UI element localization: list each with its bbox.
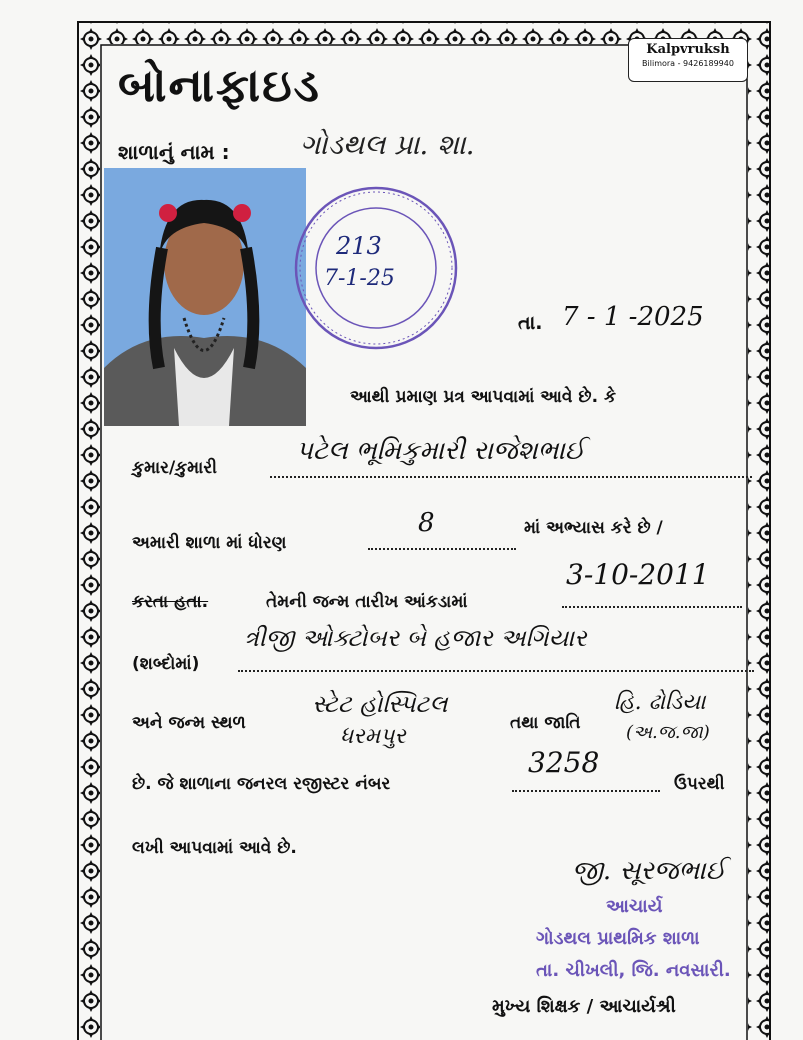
student-name: પટેલ ભૂમિકુમારી રાજેશભાઈ (296, 436, 585, 466)
brand-sub: Bilimora - 9426189940 (642, 59, 734, 68)
date-label: તા. (518, 312, 543, 334)
standard-suffix: માં અભ્યાસ કરે છે / (524, 518, 663, 538)
principal-signature: જી. સૂરજભાઈ (572, 856, 726, 886)
date-value: 7 - 1 -2025 (562, 302, 704, 332)
dob-words-dots (238, 670, 754, 672)
struck-label: કરતા હતા. (132, 592, 209, 612)
closing-line: લખી આપવામાં આવે છે. (132, 838, 297, 858)
brand-box (628, 38, 748, 82)
dob-digits-value: 3-10-2011 (566, 558, 710, 591)
standard-label: અમારી શાળા માં ધોરણ (132, 533, 287, 553)
dob-digits-label: તેમની જન્મ તારીખ આંકડામાં (266, 592, 468, 612)
caste-note: (અ.જ.જા) (626, 722, 710, 743)
register-dots (512, 790, 660, 792)
place-stamp: તા. ચીખલી, જિ. નવસારી. (536, 960, 731, 981)
student-label: કુમાર/કુમારી (132, 458, 217, 478)
brand-name: Kalpvruksh (646, 42, 730, 57)
school-name-label: શાળાનું નામ : (118, 140, 230, 164)
caste-label: તથા જાતિ (510, 713, 581, 733)
student-photo (104, 168, 306, 426)
birthplace-value-2: ધરમપુર (340, 724, 406, 749)
dob-digits-dots (562, 606, 742, 608)
standard-value: 8 (418, 508, 435, 538)
birthplace-value: સ્ટેટ હોસ્પિટલ (312, 690, 448, 718)
signature-footer: મુખ્ય શિક્ષક / આચાર્યશ્રી (492, 996, 676, 1017)
certificate-title: બોનાફાઇડ (118, 58, 321, 112)
student-dots (270, 476, 752, 478)
issue-number: 213 (336, 232, 382, 260)
register-label: છે. જે શાળાના જનરલ રજીસ્ટર નંબર (132, 774, 391, 794)
principal-role-stamp: આચાર્ય (606, 896, 663, 917)
school-name-value: ગોડથલ પ્રા. શા. (300, 128, 475, 161)
certify-line: આથી પ્રમાણ પ્રત્ર આપવામાં આવે છે. કે (350, 387, 616, 407)
register-number: 3258 (528, 746, 600, 779)
standard-dots (368, 548, 516, 550)
issue-date-stamp: 7-1-25 (324, 266, 395, 291)
dob-words-value: ત્રીજી ઓક્ટોબર બે હજાર અગિયાર (244, 624, 587, 652)
caste-value: હિ. ઢોડિયા (614, 690, 706, 715)
dob-words-label: (શબ્દોમાં) (132, 654, 200, 674)
birthplace-label: અને જન્મ સ્થળ (132, 713, 246, 733)
register-suffix: ઉપરથી (674, 774, 725, 794)
school-stamp: ગોડથલ પ્રાથમિક શાળા (536, 928, 700, 949)
